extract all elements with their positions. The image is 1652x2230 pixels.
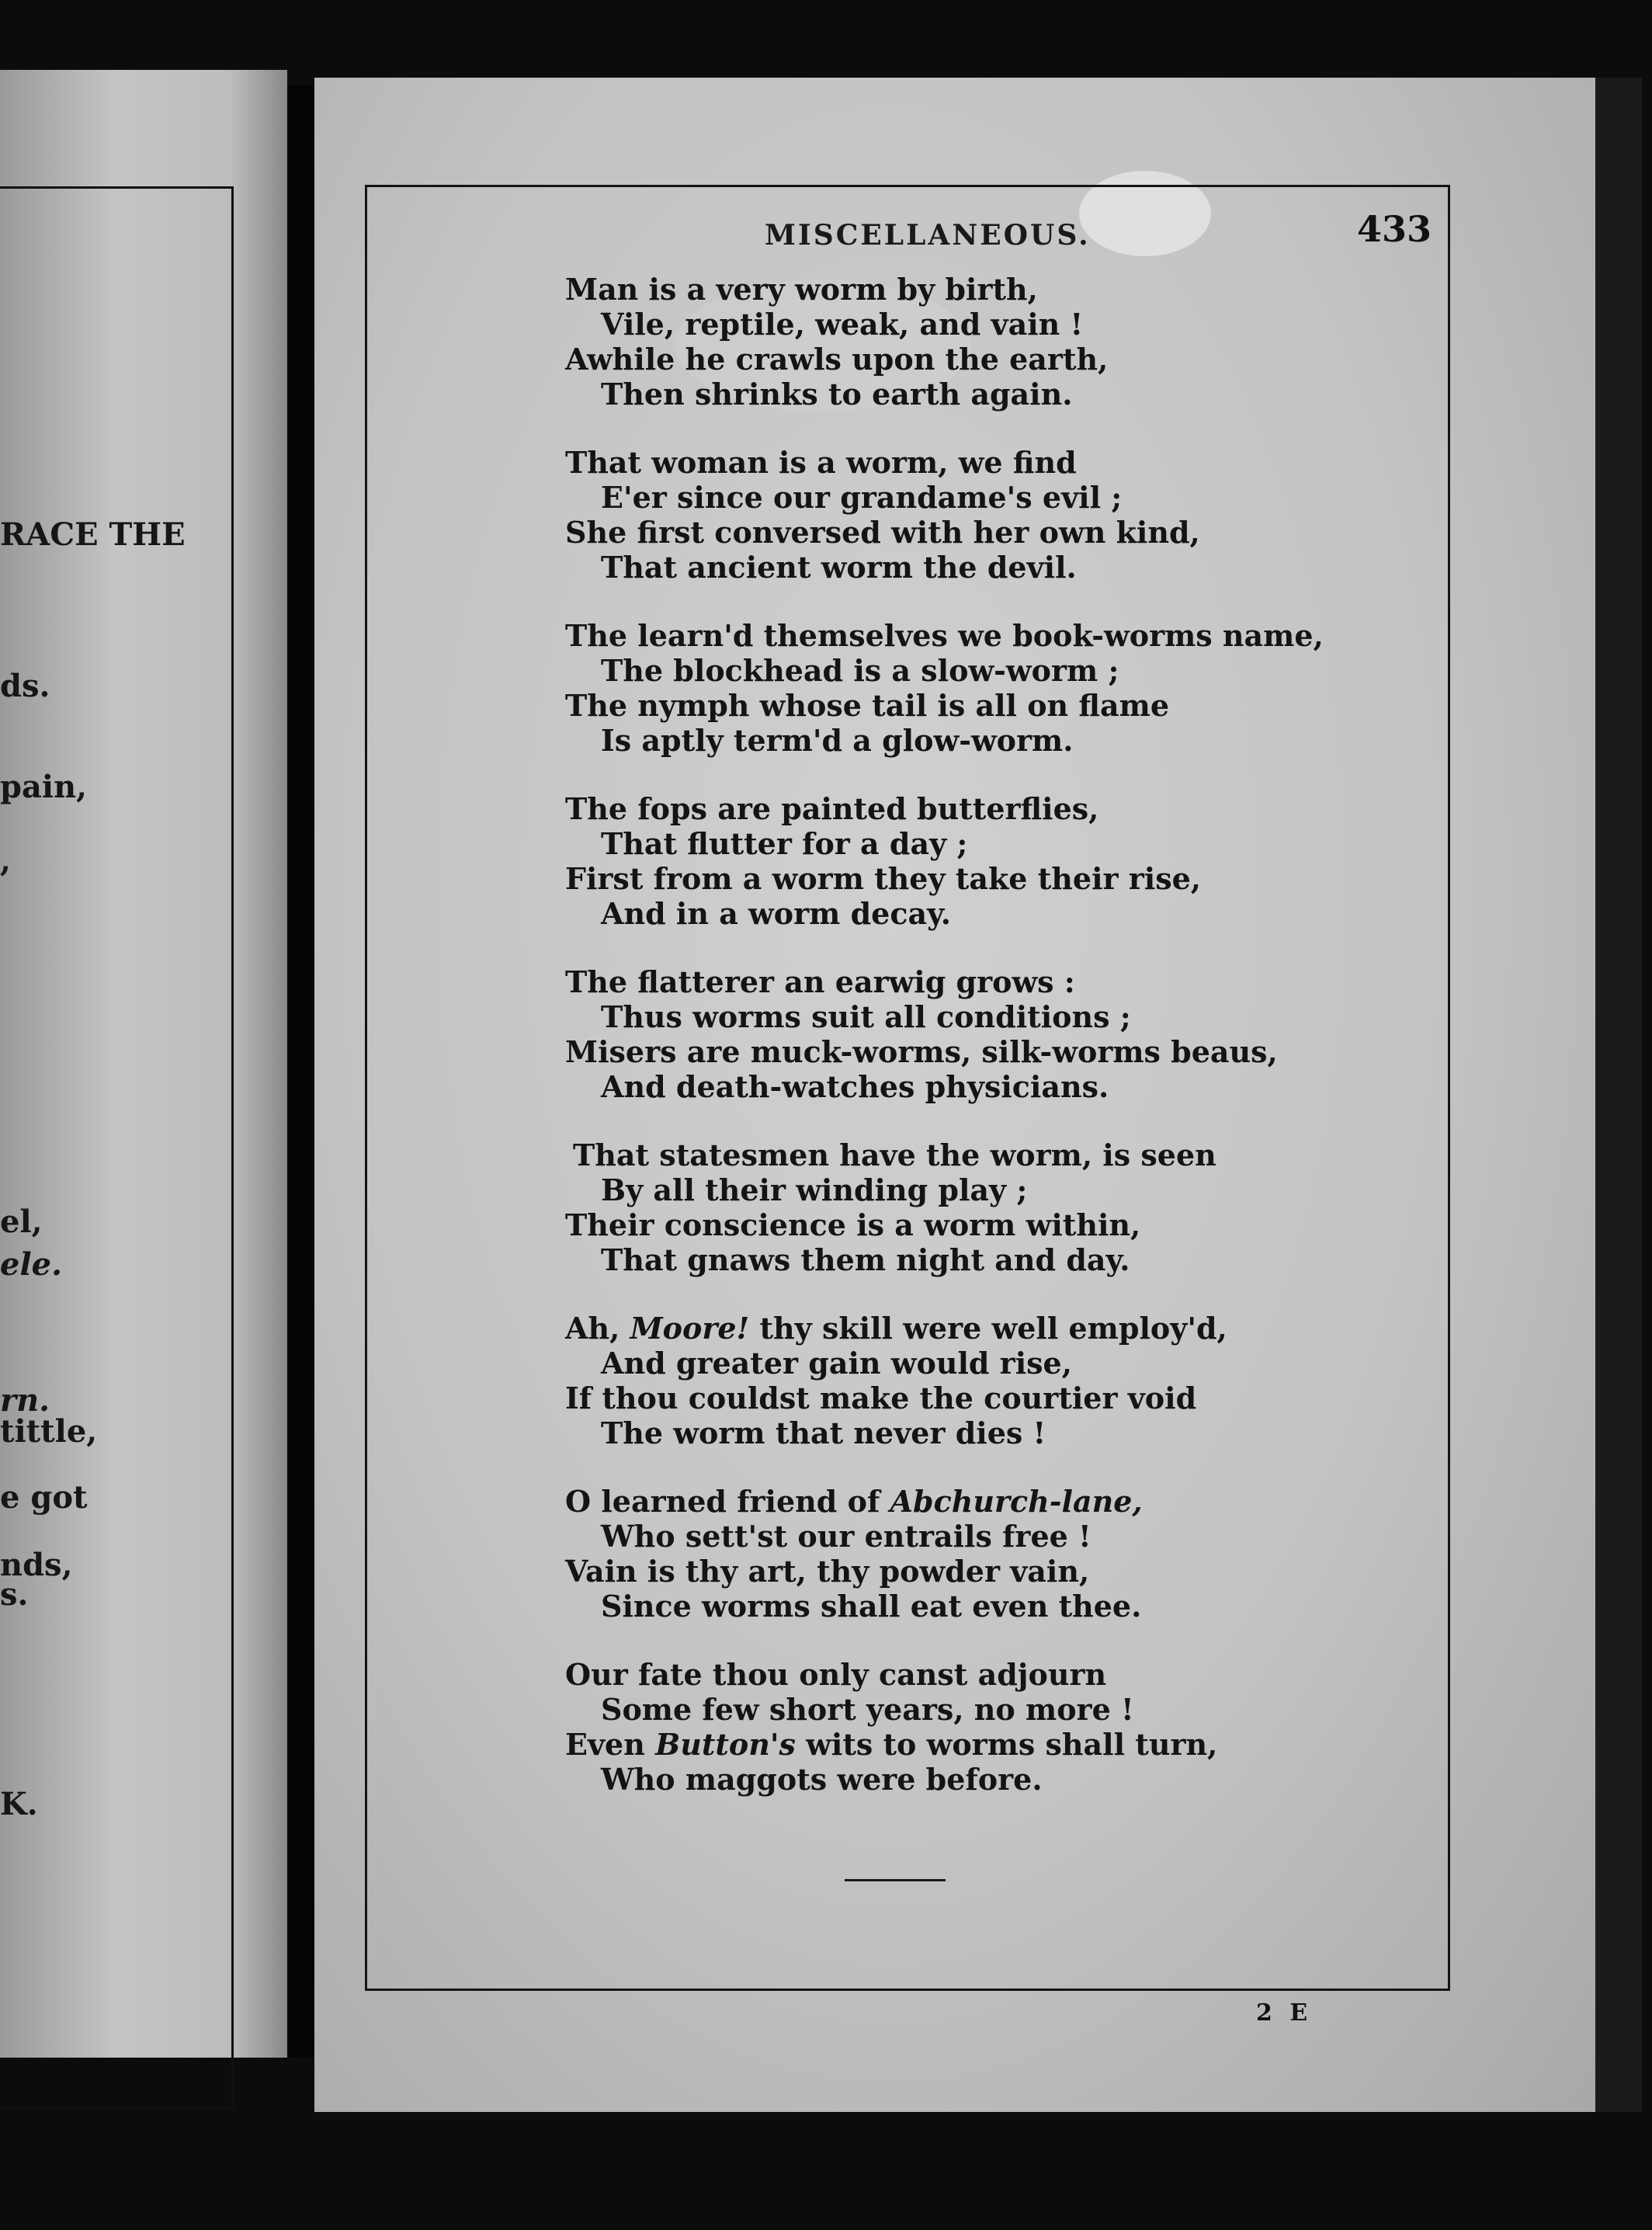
poem-line: That ancient worm the devil.: [601, 550, 1077, 585]
poem-stanza: [565, 272, 1419, 412]
italic-name: Moore!: [630, 1311, 750, 1346]
left-page-fragment: tittle,: [0, 1413, 98, 1450]
left-page-fragment: s.: [0, 1576, 29, 1613]
poem-line: Vain is thy art, thy powder vain,: [565, 1554, 1090, 1589]
line-segment: Ah,: [565, 1311, 630, 1346]
line-segment: wits to worms shall turn,: [795, 1727, 1218, 1762]
poem-line: Misers are muck-worms, silk-worms beaus,: [565, 1034, 1278, 1069]
poem-stanza: [565, 1657, 1419, 1797]
page-number: 433: [1357, 208, 1432, 250]
poem-line: Who sett'st our entrails free !: [601, 1519, 1092, 1554]
poem-line: The blockhead is a slow-worm ;: [601, 653, 1119, 688]
italic-name: Abchurch-lane,: [890, 1484, 1143, 1519]
poem-line: The fops are painted butterflies,: [565, 791, 1099, 826]
left-page-fragment: nds,: [0, 1547, 73, 1583]
poem-line: Some few short years, no more !: [601, 1692, 1134, 1727]
poem-stanza: [565, 445, 1419, 585]
line-segment: Even: [565, 1727, 656, 1762]
line-segment: O learned friend of: [565, 1484, 890, 1519]
poem-line: The flatterer an earwig grows :: [565, 964, 1075, 999]
poem-line: Awhile he crawls upon the earth,: [565, 342, 1109, 377]
poem-line: And in a worm decay.: [601, 896, 952, 931]
poem-line: Thus worms suit all conditions ;: [601, 999, 1131, 1034]
poem-line: Our fate thou only canst adjourn: [565, 1657, 1107, 1692]
left-page-fragment: ele.: [0, 1246, 63, 1283]
poem-line: The learn'd themselves we book-worms name,: [565, 618, 1324, 653]
poem-line: The nymph whose tail is all on flame: [565, 688, 1170, 723]
left-page-fragment: pain,: [0, 769, 88, 805]
line-segment: thy skill were well employ'd,: [749, 1311, 1227, 1346]
left-facing-page: [0, 70, 287, 2058]
poem-line: Since worms shall eat even thee.: [601, 1589, 1142, 1624]
poem-line: [565, 1484, 1419, 1519]
poem-line: And greater gain would rise,: [601, 1346, 1072, 1381]
poem-line: That statesmen have the worm, is seen: [573, 1138, 1216, 1172]
poem-line: Their conscience is a worm within,: [565, 1207, 1141, 1242]
poem-line: That gnaws them night and day.: [601, 1242, 1130, 1277]
poem-line: Is aptly term'd a glow-worm.: [601, 723, 1074, 758]
poem-stanza: [565, 964, 1419, 1104]
poem-line: Then shrinks to earth again.: [601, 377, 1073, 412]
running-head: MISCELLANEOUS.: [765, 219, 1091, 252]
poem-line: That woman is a worm, we find: [565, 445, 1077, 480]
poem-line: Man is a very worm by birth,: [565, 272, 1038, 307]
poem-line: Who maggots were before.: [601, 1762, 1043, 1797]
poem-line: [565, 1727, 1419, 1762]
poem-line: [565, 1311, 1419, 1346]
left-page-fragment: K.: [0, 1786, 38, 1822]
poem: [565, 272, 1419, 1830]
left-page-fragment: e got: [0, 1479, 88, 1516]
poem-stanza: [565, 791, 1419, 931]
poem-stanza: [565, 1484, 1419, 1624]
poem-stanza: [565, 618, 1419, 758]
left-page-fragment: RACE THE: [0, 516, 186, 553]
end-rule: [845, 1879, 946, 1881]
poem-line: If thou couldst make the courtier void: [565, 1381, 1197, 1415]
poem-line: The worm that never dies !: [601, 1415, 1046, 1450]
poem-line: E'er since our grandame's evil ;: [601, 480, 1123, 515]
book-gutter: [287, 85, 318, 2058]
poem-line: By all their winding play ;: [601, 1172, 1028, 1207]
poem-line: She first conversed with her own kind,: [565, 515, 1200, 550]
left-page-fragment: ,: [0, 842, 11, 879]
poem-line: Vile, reptile, weak, and vain !: [601, 307, 1084, 342]
poem-stanza: [565, 1138, 1419, 1277]
signature-mark: 2 E: [1256, 1999, 1313, 2027]
left-page-fragment: el,: [0, 1204, 43, 1240]
left-page-fragment: ds.: [0, 668, 50, 704]
poem-stanza: [565, 1311, 1419, 1450]
left-page-fragment: rn.: [0, 1382, 50, 1419]
poem-line: That flutter for a day ;: [601, 826, 968, 861]
italic-name: Button's: [655, 1727, 796, 1762]
right-page-edge: [1595, 78, 1642, 2112]
poem-line: And death-watches physicians.: [601, 1069, 1109, 1104]
poem-line: First from a worm they take their rise,: [565, 861, 1202, 896]
